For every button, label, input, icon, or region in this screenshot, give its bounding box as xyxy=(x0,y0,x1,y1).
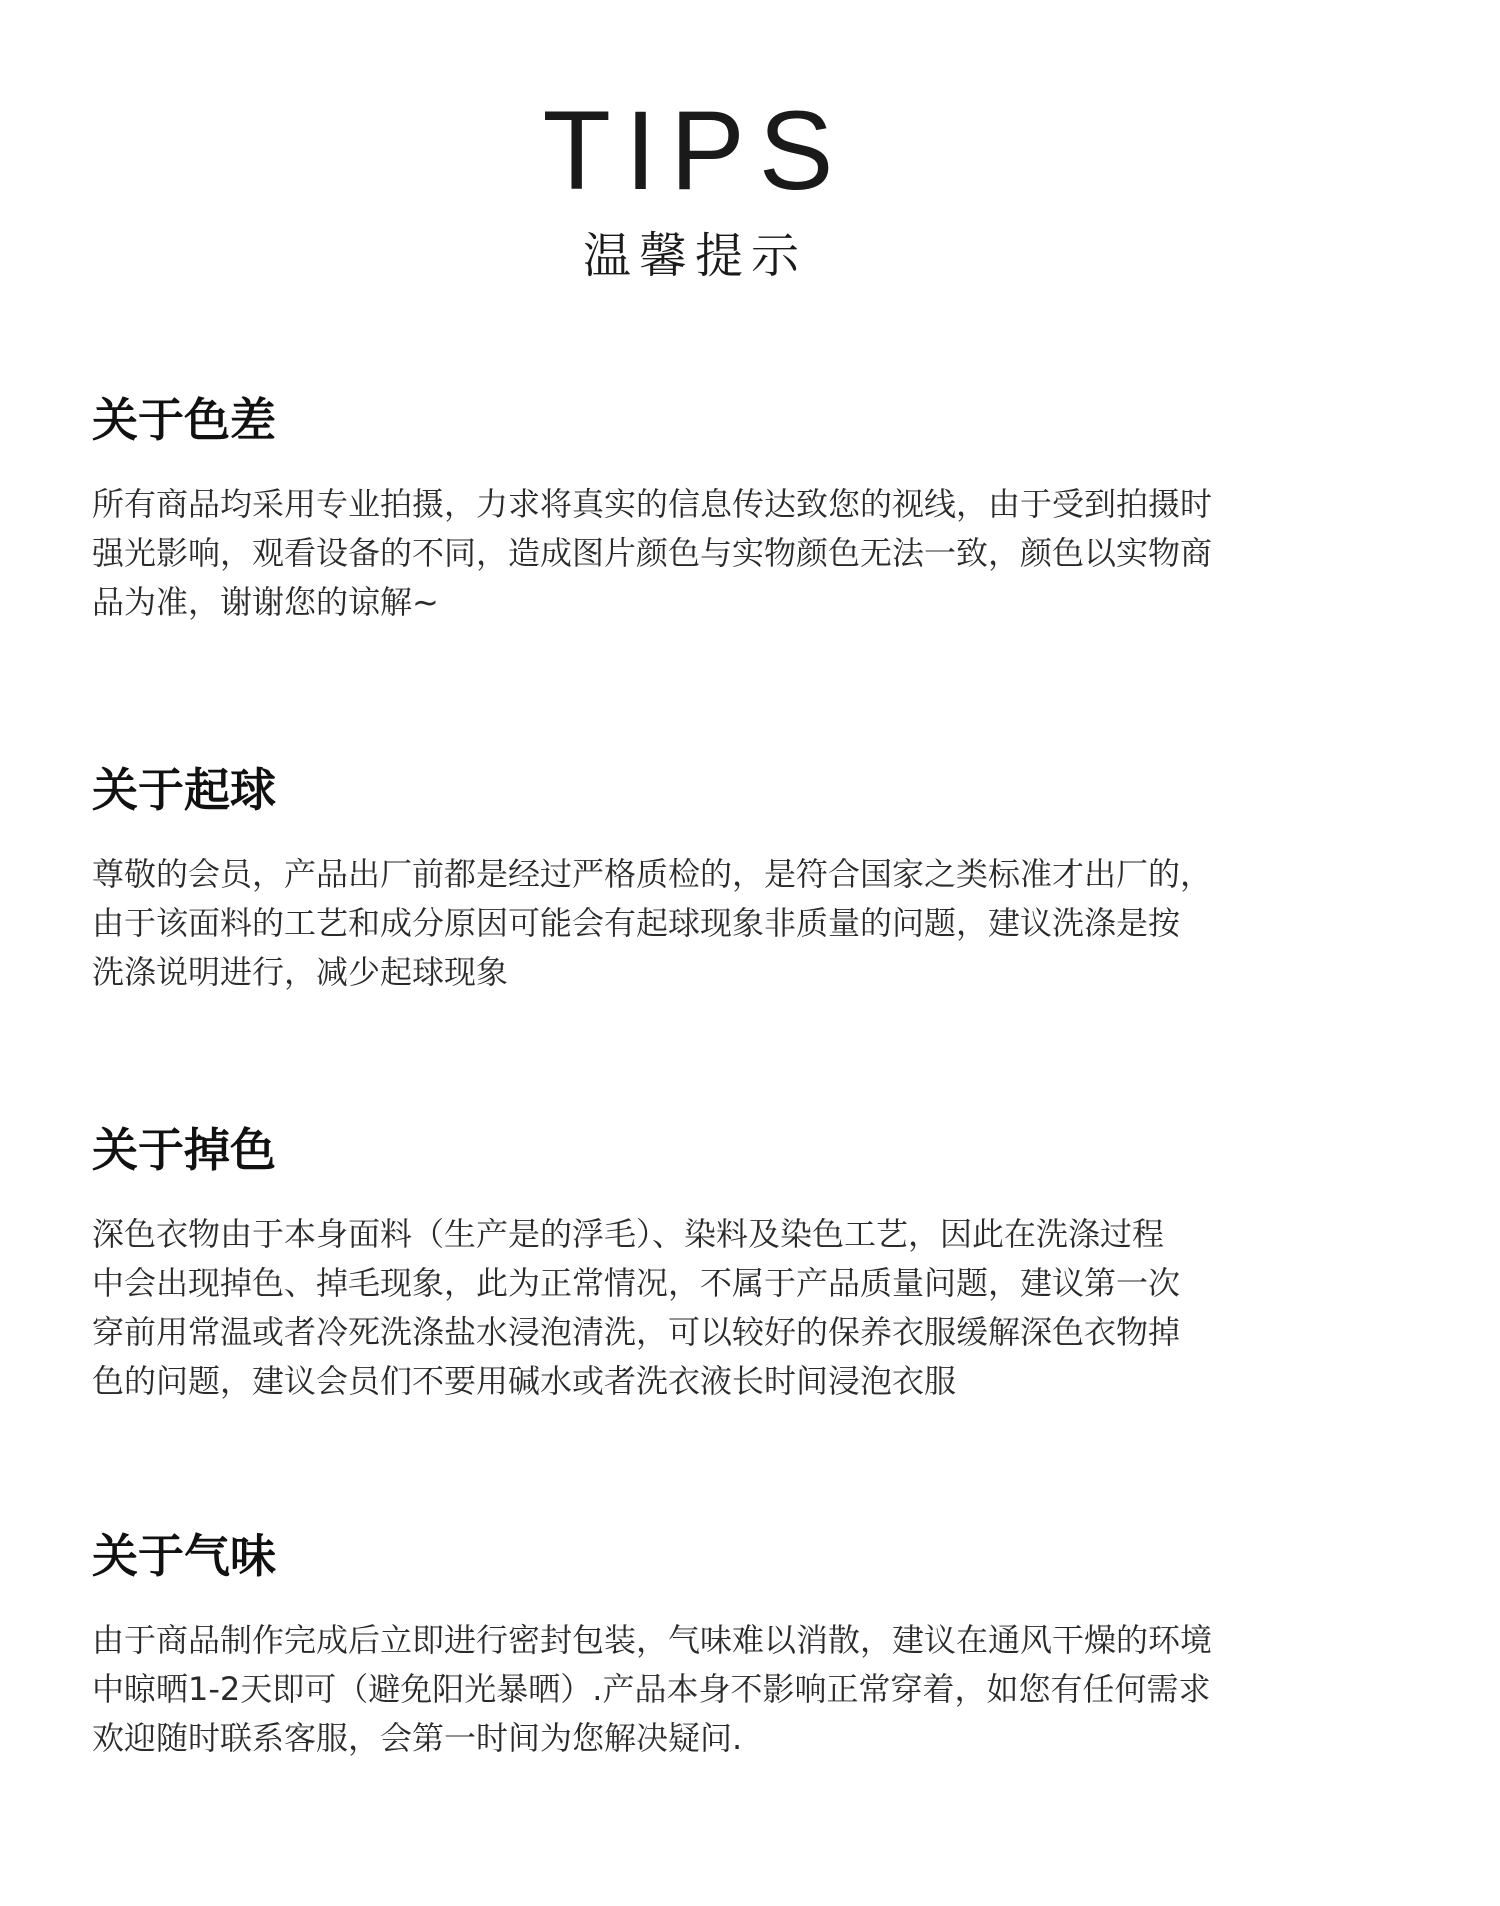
section-body-line: 由于该面料的工艺和成分原因可能会有起球现象非质量的问题，建议洗涤是按 xyxy=(92,904,1181,942)
section-body-line: 尊敬的会员，产品出厂前都是经过严格质检的，是符合国家之类标准才出厂的， xyxy=(92,855,1213,893)
section-body xyxy=(92,1210,1412,1406)
section-body-line: 欢迎随时联系客服，会第一时间为您解决疑问. xyxy=(92,1719,743,1757)
section-body-line: 由于商品制作完成后立即进行密封包装，气味难以消散，建议在通风干燥的环境 xyxy=(92,1621,1213,1659)
page-subtitle: 温馨提示 xyxy=(582,228,807,284)
section-title: 关于色差 xyxy=(92,393,276,447)
section-color-fading xyxy=(92,1122,1412,1406)
section-body-line: 穿前用常温或者冷死洗涤盐水浸泡清洗，可以较好的保养衣服缓解深色衣物掉 xyxy=(92,1313,1181,1351)
section-body xyxy=(92,1616,1412,1763)
section-title: 关于气味 xyxy=(92,1529,276,1583)
section-body xyxy=(92,480,1412,627)
section-body-line: 中会出现掉色、掉毛现象，此为正常情况，不属于产品质量问题，建议第一次 xyxy=(92,1264,1181,1302)
section-body-line: 洗涤说明进行，减少起球现象 xyxy=(92,953,509,991)
section-title: 关于掉色 xyxy=(92,1123,276,1177)
section-body xyxy=(92,850,1412,997)
section-title: 关于起球 xyxy=(92,763,276,817)
section-pilling xyxy=(92,762,1412,997)
section-body-line: 品为准，谢谢您的谅解~ xyxy=(92,583,439,621)
page-title: TIPS xyxy=(542,88,848,213)
section-body-line: 深色衣物由于本身面料（生产是的浮毛）、染料及染色工艺，因此在洗涤过程 xyxy=(92,1215,1165,1253)
section-odor xyxy=(92,1528,1412,1763)
section-body-line: 所有商品均采用专业拍摄，力求将真实的信息传达致您的视线，由于受到拍摄时 xyxy=(92,485,1213,523)
section-body-line: 中晾晒1-2天即可（避免阳光暴晒）.产品本身不影响正常穿着，如您有任何需求 xyxy=(92,1670,1211,1708)
section-color-difference xyxy=(92,392,1412,627)
section-body-line: 色的问题，建议会员们不要用碱水或者洗衣液长时间浸泡衣服 xyxy=(92,1362,957,1400)
section-body-line: 强光影响，观看设备的不同，造成图片颜色与实物颜色无法一致，颜色以实物商 xyxy=(92,534,1213,572)
